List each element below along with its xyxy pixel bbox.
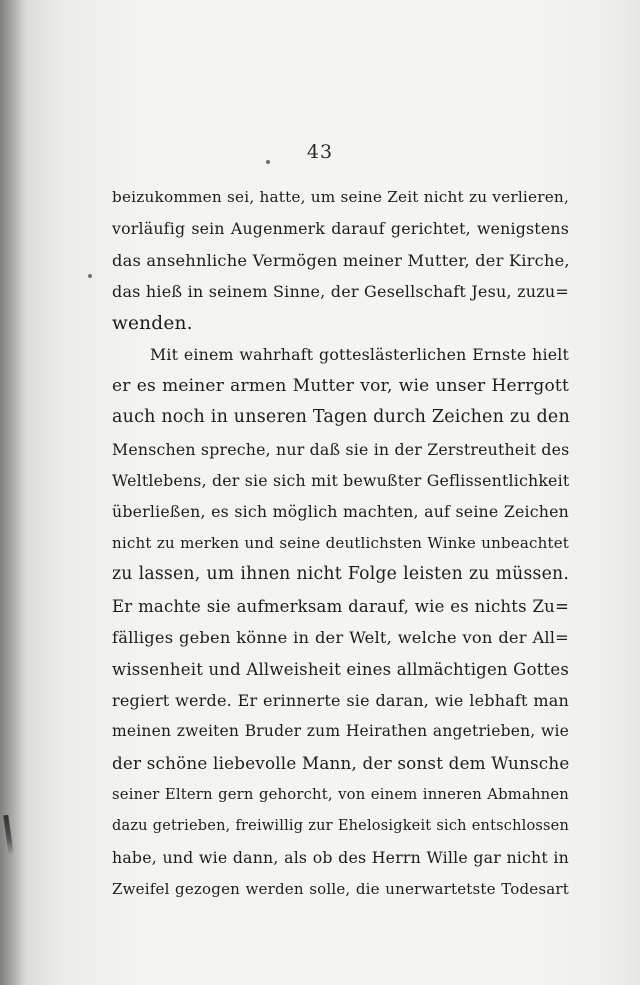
- text-line: Menschen spreche, nur daß sie in der Zerstreutheit des: [112, 439, 570, 459]
- text-line: wenden.: [112, 312, 193, 334]
- text-line: habe, und wie dann, als ob des Herrn Wille gar nicht in: [112, 848, 569, 868]
- page-number: 43: [306, 141, 334, 163]
- ink-speck: [88, 274, 92, 278]
- text-line: das hieß in seinem Sinne, der Gesellschaft Jesu, zuzu=: [112, 282, 569, 302]
- text-line: auch noch in unseren Tagen durch Zeichen zu den: [112, 407, 570, 428]
- text-line: meinen zweiten Bruder zum Heirathen angetrieben, wie: [112, 722, 569, 741]
- text-line: Weltlebens, der sie sich mit bewußter Geflissentlichkeit: [112, 470, 570, 490]
- text-line: Er machte sie aufmerksam darauf, wie es nichts Zu=: [112, 596, 569, 616]
- text-line: überließen, es sich möglich machten, auf seine Zeichen: [112, 502, 569, 522]
- text-line: wissenheit und Allweisheit eines allmächtigen Gottes: [112, 659, 569, 679]
- body-text: [112, 182, 569, 905]
- text-line: beizukommen sei, hatte, um seine Zeit nicht zu verlieren,: [112, 188, 569, 206]
- text-line: der schöne liebevolle Mann, der sonst dem Wunsche: [112, 752, 570, 773]
- text-line: seiner Eltern gern gehorcht, von einem inneren Abmahnen: [112, 786, 569, 804]
- text-line: fälliges geben könne in der Welt, welche von der All=: [112, 628, 569, 648]
- text-line: Mit einem wahrhaft gotteslästerlichen Ernste hielt: [150, 345, 569, 365]
- text-line: vorläufig sein Augenmerk darauf gerichtet, wenigstens: [112, 219, 569, 239]
- text-line: dazu getrieben, freiwillig zur Ehelosigkeit sich entschlossen: [112, 817, 569, 834]
- text-line: zu lassen, um ihnen nicht Folge leisten zu müssen.: [112, 564, 569, 585]
- text-line: das ansehnliche Vermögen meiner Mutter, der Kirche,: [112, 250, 570, 270]
- text-line: nicht zu merken und seine deutlichsten Winke unbeachtet: [112, 533, 569, 552]
- text-line: regiert werde. Er erinnerte sie daran, wie lebhaft man: [112, 691, 569, 710]
- text-line: er es meiner armen Mutter vor, wie unser Herrgott: [112, 375, 569, 396]
- text-line: Zweifel gezogen werden solle, die unerwartetste Todesart: [112, 879, 569, 898]
